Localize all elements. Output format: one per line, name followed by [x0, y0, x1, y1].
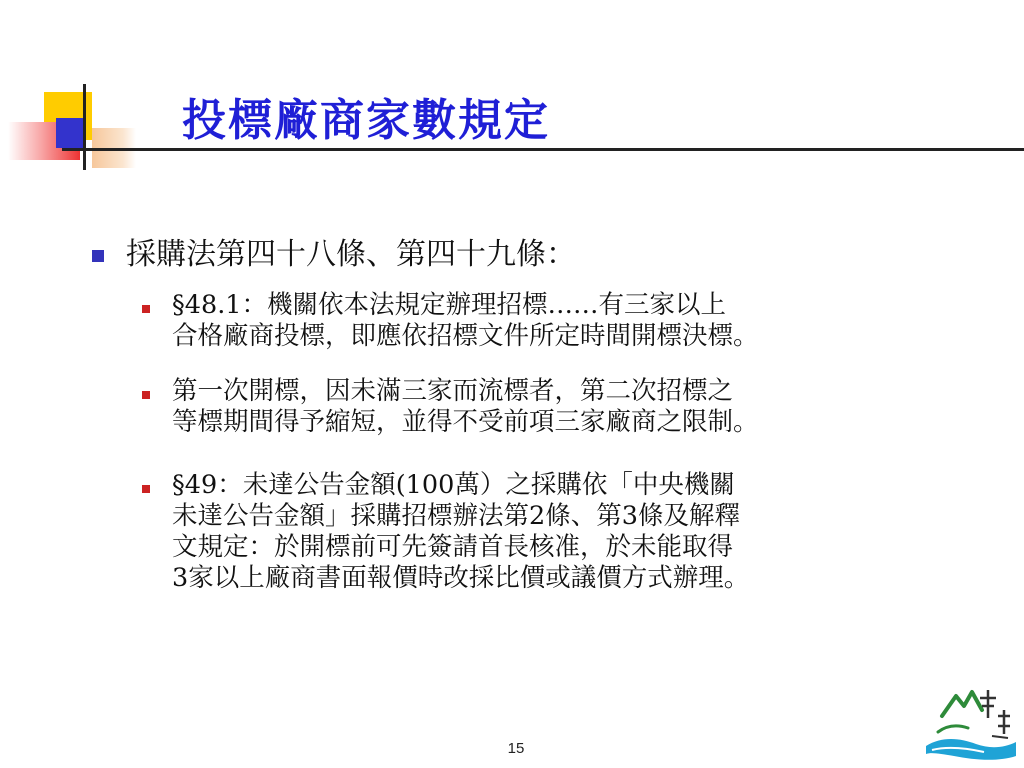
- sub-bullet-line: 第一次開標，因未滿三家而流標者，第二次招標之: [172, 376, 734, 406]
- square-bullet-icon: [142, 485, 150, 493]
- sub-bullet-line: 等標期間得予縮短，並得不受前項三家廠商之限制。: [172, 407, 759, 437]
- sub-bullet-3: [142, 470, 982, 594]
- school-logo-icon: [918, 676, 1022, 766]
- sub-bullet-line: 文規定：於開標前可先簽請首長核准，於未能取得: [172, 532, 734, 562]
- square-bullet-icon: [142, 305, 150, 313]
- bullet-level1: [92, 234, 992, 276]
- square-bullet-icon: [92, 250, 104, 262]
- page-number: 15: [507, 740, 525, 757]
- sub-bullet-line: 合格廠商投標，即應依招標文件所定時間開標決標。: [172, 321, 759, 351]
- slide-title: 投標廠商家數規定: [182, 95, 550, 146]
- title-underline: [62, 148, 1024, 151]
- decor-vertical-line: [83, 84, 86, 170]
- sub-bullet-2: [142, 376, 982, 438]
- square-bullet-icon: [142, 391, 150, 399]
- sub-bullet-line: §49：未達公告金額(100萬）之採購依「中央機關: [172, 470, 735, 500]
- bullet-text: 採購法第四十八條、第四十九條：: [126, 237, 576, 272]
- decor-blue-square: [56, 118, 86, 148]
- sub-bullet-line: 3家以上廠商書面報價時改採比價或議價方式辦理。: [172, 563, 750, 593]
- sub-bullet-line: §48.1：機關依本法規定辦理招標……有三家以上: [172, 290, 727, 320]
- sub-bullet-line: 未達公告金額」採購招標辦法第2條、第3條及解釋: [172, 501, 740, 531]
- sub-bullet-1: [142, 290, 982, 352]
